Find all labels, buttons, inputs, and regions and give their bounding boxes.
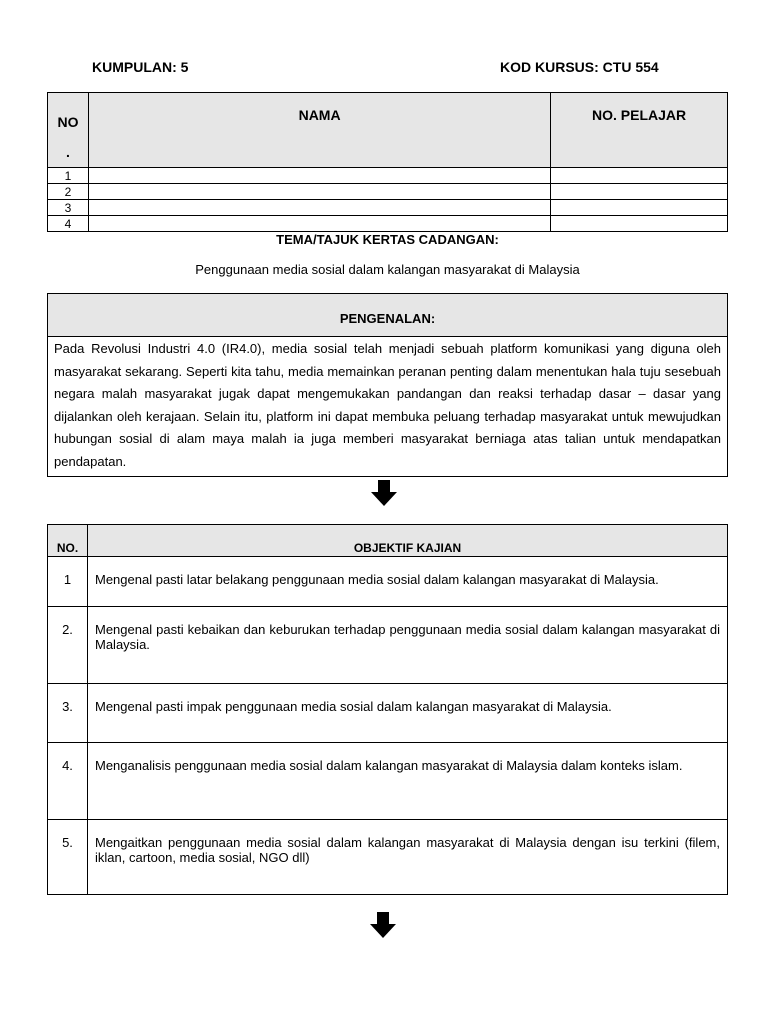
introduction-body: Pada Revolusi Industri 4.0 (IR4.0), media sosial telah menjadi sebuah platform komunikasi yang diguna oleh masyarakat sekarang. Seperti kita tahu, media memainkan peranan penting dalam menentukan hala tuju sesebuah negara malah masyarakat jugak dapat mengemukakan pandangan dan reaksi terhadap dasar – dasar yang dijalankan oleh kerajaan. Selain itu, platform ini dapat membuka peluang terhadap masyarakat untuk mewujudkan hubungan sosial di alam maya malah ia juga memberi masyarakat berniaga atas talian untuk mendapatkan pendapatan. xyxy=(48,337,728,477)
table-row xyxy=(48,216,728,232)
objectives-header-no: NO. xyxy=(48,525,88,557)
member-no: 4 xyxy=(48,216,89,232)
introduction-box xyxy=(47,293,728,477)
table-row xyxy=(48,743,728,820)
table-row xyxy=(48,184,728,200)
group-label: KUMPULAN: 5 xyxy=(92,59,189,75)
table-row xyxy=(48,684,728,743)
objective-text: Mengenal pasti impak penggunaan media sosial dalam kalangan masyarakat di Malaysia. xyxy=(88,684,728,743)
objective-no: 5. xyxy=(48,820,88,895)
members-header-row xyxy=(48,93,728,168)
member-no: 2 xyxy=(48,184,89,200)
member-student-no xyxy=(551,200,728,216)
member-student-no xyxy=(551,184,728,200)
objectives-table xyxy=(47,524,728,895)
member-name xyxy=(88,184,550,200)
objectives-header-row xyxy=(48,525,728,557)
member-name xyxy=(88,168,550,184)
course-code-label: KOD KURSUS: CTU 554 xyxy=(500,59,659,75)
table-row xyxy=(48,607,728,684)
theme-title: Penggunaan media sosial dalam kalangan masyarakat di Malaysia xyxy=(195,262,580,277)
table-row xyxy=(48,168,728,184)
members-header-name: NAMA xyxy=(88,93,550,168)
member-name xyxy=(88,200,550,216)
member-student-no xyxy=(551,168,728,184)
down-arrow-icon xyxy=(370,912,396,938)
table-row xyxy=(48,820,728,895)
member-no: 3 xyxy=(48,200,89,216)
objective-no: 3. xyxy=(48,684,88,743)
table-row xyxy=(48,200,728,216)
objective-no: 4. xyxy=(48,743,88,820)
objectives-header-title: OBJEKTIF KAJIAN xyxy=(88,525,728,557)
down-arrow-icon xyxy=(371,480,397,506)
member-student-no xyxy=(551,216,728,232)
members-header-student-no: NO. PELAJAR xyxy=(551,93,728,168)
objective-text: Mengenal pasti kebaikan dan keburukan terhadap penggunaan media sosial dalam kalangan masyarakat di Malaysia. xyxy=(88,607,728,684)
objective-text: Menganalisis penggunaan media sosial dalam kalangan masyarakat di Malaysia dalam konteks islam. xyxy=(88,743,728,820)
member-no: 1 xyxy=(48,168,89,184)
introduction-heading: PENGENALAN: xyxy=(48,294,728,337)
objective-no: 1 xyxy=(48,557,88,607)
members-table xyxy=(47,92,728,232)
objective-no: 2. xyxy=(48,607,88,684)
member-name xyxy=(88,216,550,232)
objective-text: Mengenal pasti latar belakang penggunaan media sosial dalam kalangan masyarakat di Malaysia. xyxy=(88,557,728,607)
table-row xyxy=(48,557,728,607)
members-header-no: NO . xyxy=(48,93,89,168)
theme-heading: TEMA/TAJUK KERTAS CADANGAN: xyxy=(276,232,499,247)
objective-text: Mengaitkan penggunaan media sosial dalam kalangan masyarakat di Malaysia dengan isu terkini (filem, iklan, cartoon, media sosial, NGO dll) xyxy=(88,820,728,895)
